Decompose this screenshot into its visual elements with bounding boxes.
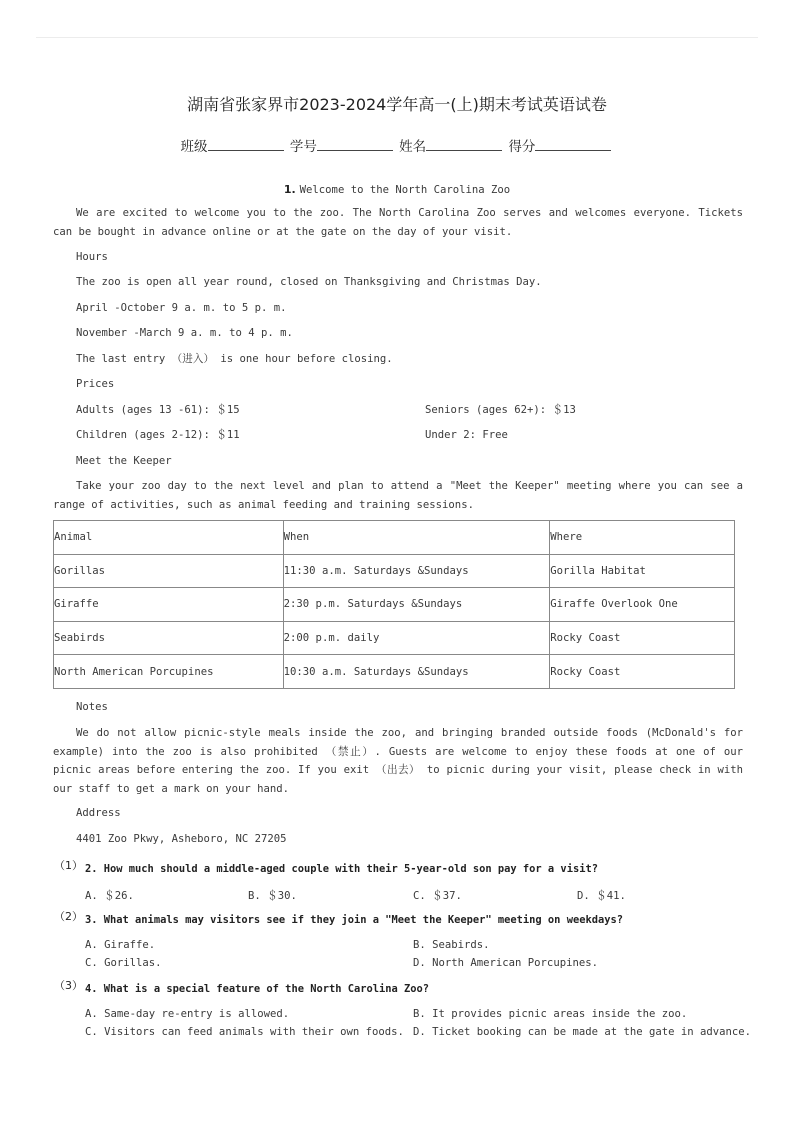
address-heading: Address	[76, 807, 121, 819]
table-row	[54, 554, 735, 588]
question-text: 4. What is a special feature of the North Carolina Zoo?	[85, 983, 430, 995]
table-header-cell: When	[283, 521, 550, 555]
table-header-cell: Animal	[54, 521, 284, 555]
price-under-2: Under 2: Free	[425, 429, 508, 441]
class-blank[interactable]	[208, 138, 284, 151]
table-cell: Gorillas	[54, 554, 284, 588]
option-c[interactable]: C. Gorillas.	[85, 957, 162, 969]
notes-heading: Notes	[76, 701, 108, 713]
address-text: 4401 Zoo Pkwy, Asheboro, NC 27205	[76, 833, 287, 845]
hours-line: April -October 9 a. m. to 5 p. m.	[76, 302, 287, 314]
name-blank[interactable]	[426, 138, 502, 151]
hours-line: The zoo is open all year round, closed on Thanksgiving and Christmas Day.	[76, 276, 542, 288]
table-cell: Rocky Coast	[550, 621, 735, 655]
student-id-blank[interactable]	[317, 138, 393, 151]
table-header-row	[54, 521, 735, 555]
table-row	[54, 588, 735, 622]
page-title: 湖南省张家界市2023-2024学年高一(上)期末考试英语试卷	[187, 95, 607, 114]
table-cell: Gorilla Habitat	[550, 554, 735, 588]
option-a[interactable]: A. ＄26.	[85, 890, 134, 902]
intro-paragraph: We are excited to welcome you to the zoo. The North Carolina Zoo serves and welcomes everyone. Tickets can be bought in advance online or at the gate on the day of your visit.	[53, 207, 743, 238]
table-header-cell: Where	[550, 521, 735, 555]
option-b[interactable]: B. It provides picnic areas inside the zoo.	[413, 1008, 688, 1020]
keeper-paragraph: Take your zoo day to the next level and plan to attend a "Meet the Keeper" meeting where you can see a range of activities, such as animal feeding and training sessions.	[53, 480, 743, 511]
keeper-schedule-table	[53, 520, 735, 689]
option-b[interactable]: B. ＄30.	[248, 890, 297, 902]
name-label: 姓名	[399, 139, 427, 155]
notes-paragraph: We do not allow picnic-style meals inside the zoo, and bringing branded outside foods (McDonald's for example) into the zoo is also prohibited （禁止）. Guests are welcome to enjoy these foods at one of our picnic areas before entering the zoo. If you exit （出去） to picnic during your visit, please check in with our staff to get a mark on your hand.	[53, 727, 743, 795]
table-cell: Rocky Coast	[550, 655, 735, 689]
table-row	[54, 655, 735, 689]
option-d[interactable]: D. North American Porcupines.	[413, 957, 598, 969]
option-a[interactable]: A. Giraffe.	[85, 939, 156, 951]
top-divider	[36, 37, 758, 38]
option-c[interactable]: C. ＄37.	[413, 890, 462, 902]
table-cell: 10:30 a.m. Saturdays &Sundays	[283, 655, 550, 689]
question-marker: （2）	[54, 910, 83, 923]
score-blank[interactable]	[535, 138, 611, 151]
option-a[interactable]: A. Same-day re-entry is allowed.	[85, 1008, 290, 1020]
prices-heading: Prices	[76, 378, 115, 390]
table-cell: 11:30 a.m. Saturdays &Sundays	[283, 554, 550, 588]
table-row	[54, 621, 735, 655]
option-b[interactable]: B. Seabirds.	[413, 939, 490, 951]
option-d[interactable]: D. Ticket booking can be made at the gate in advance.	[413, 1026, 752, 1038]
option-c[interactable]: C. Visitors can feed animals with their own foods.	[85, 1026, 404, 1038]
price-adults: Adults (ages 13 -61): ＄15	[76, 404, 240, 416]
passage-title: Welcome to the North Carolina Zoo	[299, 184, 511, 196]
table-cell: Seabirds	[54, 621, 284, 655]
hours-line: The last entry （进入） is one hour before closing.	[76, 353, 393, 365]
student-info-line	[0, 135, 794, 155]
hours-line: November -March 9 a. m. to 4 p. m.	[76, 327, 293, 339]
keeper-heading: Meet the Keeper	[76, 455, 172, 467]
table-cell: Giraffe Overlook One	[550, 588, 735, 622]
table-cell: 2:00 p.m. daily	[283, 621, 550, 655]
price-children: Children (ages 2-12): ＄11	[76, 429, 240, 441]
table-cell: Giraffe	[54, 588, 284, 622]
table-cell: North American Porcupines	[54, 655, 284, 689]
passage-number: 1.	[283, 183, 296, 196]
passage-heading	[0, 180, 794, 198]
question-text: 3. What animals may visitors see if they join a "Meet the Keeper" meeting on weekdays?	[85, 914, 623, 926]
option-d[interactable]: D. ＄41.	[577, 890, 626, 902]
question-marker: （3）	[54, 979, 83, 992]
class-label: 班级	[180, 139, 208, 155]
score-label: 得分	[508, 139, 536, 155]
table-cell: 2:30 p.m. Saturdays &Sundays	[283, 588, 550, 622]
price-seniors: Seniors (ages 62+): ＄13	[425, 404, 576, 416]
student-id-label: 学号	[289, 139, 317, 155]
question-text: 2. How much should a middle-aged couple with their 5-year-old son pay for a visit?	[85, 863, 598, 875]
hours-heading: Hours	[76, 251, 108, 263]
question-marker: （1）	[54, 859, 83, 872]
